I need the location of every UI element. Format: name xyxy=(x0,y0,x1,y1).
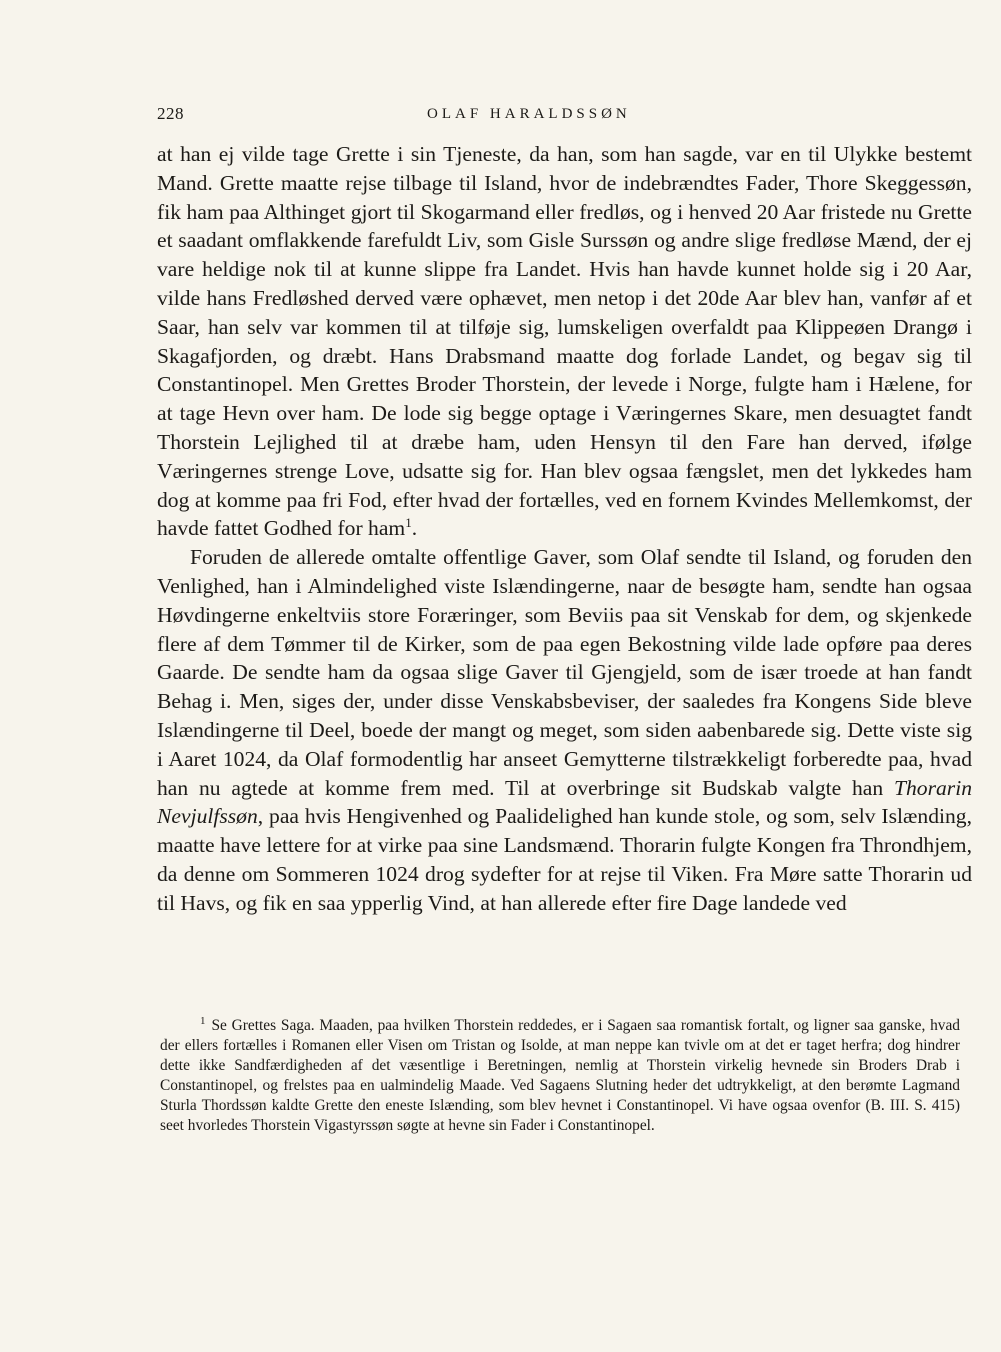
paragraph-2-text-b: , paa hvis Hengivenhed og Paalidelighed han kunde stole, og som, selv Islænding, maatte have lettere for at virke paa sine Landsmænd. Thorarin fulgte Kongen fra Throndhjem, da denne om Sommeren 1024 drog sydefter for at rejse til Viken. Fra Møre satte Thorarin ud til Havs, og fik en saa ypperlig Vind, at han allerede efter fire Dage landede ved xyxy=(157,804,972,915)
footnote-mark: 1 xyxy=(200,1014,206,1027)
paragraph-1-end: . xyxy=(411,516,418,541)
paragraph-1-text: at han ej vilde tage Grette i sin Tjeneste, da han, som han sagde, var en til Ulykke bestemt Mand. Grette maatte rejse tilbage til Island, hvor de indebrændtes Fader, Thore Skeggessøn, fik ham paa Althinget gjort til Skogarmand eller fredløs, og i henved 20 Aar fristede nu Grette et saadant omflakkende farefuldt Liv, som Gisle Surssøn og andre slige fredløse Mænd, der ej vare heldige nok til at kunne slippe fra Landet. Hvis han havde kunnet holde sig i 20 Aar, vilde hans Fredløshed derved være ophævet, men netop i det 20de Aar blev han, vanfør af et Saar, han selv var kommen til at tilføje sig, lumskeligen overfaldt paa Klippeøen Drangø i Skagafjorden, og dræbt. Hans Drabsmand maatte dog forlade Landet, og begav sig til Constantinopel. Men Grettes Broder Thorstein, der levede i Norge, fulgte ham i Hælene, for at tage Hevn over ham. De lode sig begge optage i Væringernes Skare, men desuagtet fandt Thorstein Lejlighed til at dræbe ham, uden Hensyn til den Fare han derved, ifølge Væringernes strenge Love, udsatte sig for. Han blev ogsaa fængslet, men det lykkedes ham dog at komme paa fri Fod, efter hvad der fortælles, ved en fornem Kvindes Mellemkomst, der havde fattet Godhed for ham xyxy=(157,142,972,541)
footnote xyxy=(160,1016,960,1137)
paragraph-2 xyxy=(157,543,972,917)
footnote-reference: 1 xyxy=(405,515,412,531)
page-number: 228 xyxy=(157,104,184,123)
footnote-text: Se Grettes Saga. Maaden, paa hvilken Thorstein reddedes, er i Sagaen saa romantisk fortalt, og ligner saa ganske, hvad der ellers fortælles i Romanen eller Visen om Tristan og Isolde, at man neppe kan tvivle om at det er taget herfra; dog hindrer dette ikke Sandfærdigheden af det væsentlige i Beretningen, nemlig at Thorstein virkelig hevnede sin Broders Drab i Constantinopel, og frelstes paa en ualmindelig Maade. Ved Sagaens Slutning heder det udtrykkeligt, at den berømte Lagmand Sturla Thordssøn kaldte Grette den eneste Islænding, som blev hevnet i Constantinopel. Vi have ogsaa ovenfor (B. III. S. 415) seet hvorledes Thorstein Vigastyrssøn søgte at hevne sin Fader i Constantinopel. xyxy=(160,1017,960,1135)
italic-name: Thorarin Nevjulfssøn xyxy=(157,775,972,829)
running-title: OLAF HARALDSSØN xyxy=(427,106,631,122)
body-text xyxy=(157,140,972,918)
paragraph-2-text-a: Foruden de allerede omtalte offentlige Gaver, som Olaf sendte til Island, og foruden den Venlighed, han i Almindelighed viste Islændingerne, naar de besøgte ham, sendte han ogsaa Høvdingerne enkeltviis store Foræringer, som Beviis paa sit Venskab for dem, og skjenkede flere af dem Tømmer til de Kirker, som de paa egen Bekostning vilde lade opføre paa deres Gaarde. De sendte ham da ogsaa slige Gaver til Gjengjeld, som de især troede at han fandt Behag i. Men, siges der, under disse Venskabsbeviser, der saaledes fra Kongens Side bleve Islændingerne til Deel, boede der mangt og meget, som siden aabenbarede sig. Dette viste sig i Aaret 1024, da Olaf formodentlig har anseet Gemytterne tilstrækkeligt forberedte paa, hvad han nu agtede at komme frem med. Til at overbringe sit Budskab valgte han xyxy=(157,545,972,800)
running-head xyxy=(157,102,972,126)
paragraph-1 xyxy=(157,140,972,543)
